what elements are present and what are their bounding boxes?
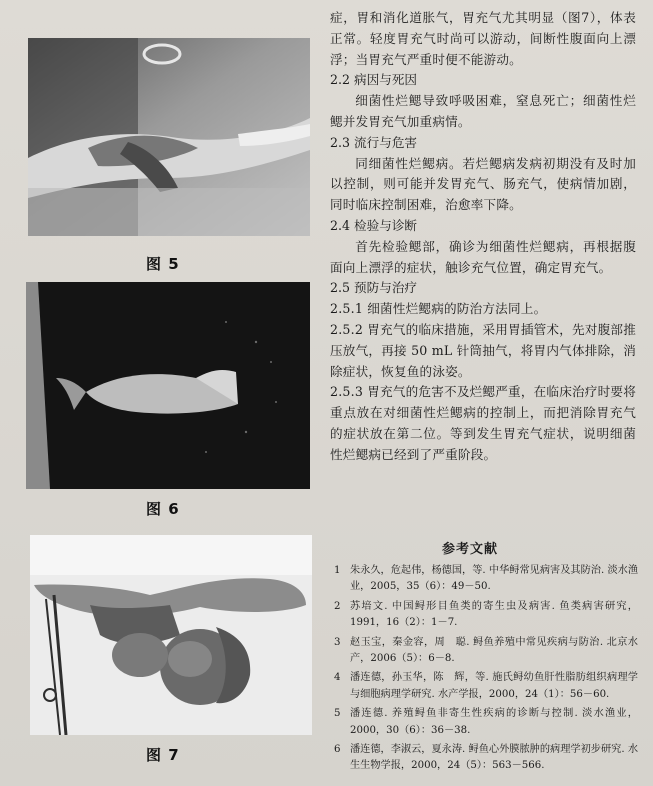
paragraph-2-3: 同细菌性烂鳃病。若烂鳃病发病初期没有及时加以控制，则可能并发胃充气、肠充气，使病情加剧，同时临床控制困难，治愈率下降。 [330,155,636,213]
paragraph-2-5-2: 2.5.2 胃充气的临床措施，采用胃插管术，先对腹部推压放气，再接 50 mL 针筒抽气，将胃内气体排除，消除症状，恢复鱼的泳姿。 [330,321,636,379]
sturgeon-photo-2 [26,282,310,489]
reference-text: 潘连德. 养殖鲟鱼非寄生性疾病的诊断与控制. 淡水渔业，2000，30（6）：36－38. [350,708,638,736]
heading-2-3: 2.3 流行与危害 [330,134,418,150]
reference-item [332,635,638,668]
reference-number: 3 [334,636,341,648]
sturgeon-photo-1 [28,38,310,236]
reference-number: 2 [334,600,341,612]
references-list [332,563,638,778]
paragraph-2-5-1: 2.5.1 细菌性烂鳃病的防治方法同上。 [330,301,547,317]
reference-text: 潘连德，李淑云，夏永涛. 鲟鱼心外膜脓肿的病理学初步研究. 水生生物学报，2000，24（5）：563－566. [350,744,639,772]
references-title: 参考文献 [442,542,499,557]
reference-item [332,599,638,632]
reference-text: 赵玉宝，秦金容，周 聪. 鲟鱼养殖中常见疾病与防治. 北京水产，2006（5）：6－8. [350,636,638,665]
figure-6-caption: 图 6 [146,500,180,518]
reference-item [332,742,638,775]
reference-number: 6 [334,744,341,756]
body-text-column [330,8,636,466]
figure-5-photo [28,38,310,236]
heading-2-2: 2.2 病因与死因 [330,72,418,88]
reference-number: 5 [334,708,341,720]
figure-7-photo [30,535,312,735]
figure-6-photo [26,282,310,489]
figure-5-caption: 图 5 [146,255,180,273]
heading-2-4: 2.4 检验与诊断 [330,217,418,233]
reference-item [332,563,638,596]
dissected-sturgeon-photo [30,535,312,735]
reference-number: 4 [334,672,341,684]
paragraph-2-5-3: 2.5.3 胃充气的危害不及烂鳃严重，在临床治疗时要将重点放在对细菌性烂鳃病的控制上，而把消除胃充气的症状放在第二位。等到发生胃充气症状，说明细菌性烂鳃病已经到了严重阶段。 [330,384,636,462]
reference-item [332,706,638,739]
paragraph-intro: 症，胃和消化道胀气，胃充气尤其明显（图7），体表正常。轻度胃充气时尚可以游动，间断性腹面向上漂浮；当胃充气严重时便不能游动。 [330,10,636,67]
paragraph-2-2: 细菌性烂鳃导致呼吸困难，窒息死亡；细菌性烂鳃并发胃充气加重病情。 [330,93,636,129]
figure-7-caption: 图 7 [146,746,180,764]
paragraph-2-4: 首先检验鳃部，确诊为细菌性烂鳃病，再根据腹面向上漂浮的症状，触诊充气位置，确定胃充气。 [330,238,636,275]
reference-text: 潘连德，孙玉华，陈 辉，等. 施氏鲟幼鱼肝性脂肪组织病理学与细胞病理学研究. 水产学报，2000，24（1）：56－60. [350,672,638,700]
reference-item [332,670,638,703]
heading-2-5: 2.5 预防与治疗 [330,280,418,296]
reference-number: 1 [334,565,341,576]
reference-text: 朱永久，危起伟，杨德国，等. 中华鲟常见病害及其防治. 淡水渔业，2005，35（6）：49－50. [350,565,639,593]
reference-text: 苏培文. 中国鲟形目鱼类的寄生虫及病害. 鱼类病害研究，1991，16（2）：1－7. [350,600,638,629]
